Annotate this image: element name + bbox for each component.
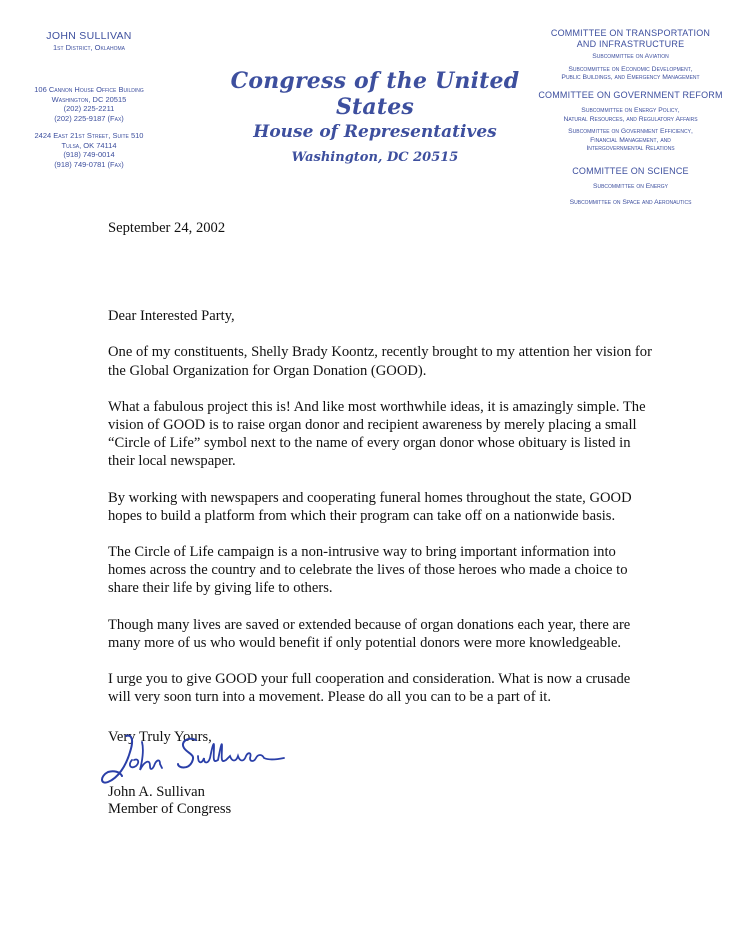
congress-header bbox=[200, 68, 550, 165]
congress-title: Congress of the United States bbox=[230, 68, 520, 120]
signer-title: Member of Congress bbox=[108, 801, 232, 817]
subcommittee-name: Subcommittee on Space and Aeronautics bbox=[569, 198, 692, 206]
letter-date: September 24, 2002 bbox=[108, 220, 226, 236]
paragraph: I urge you to give GOOD your full cooperation and consideration. What is now a crusade will very soon turn into a movement. Please do all you can to be a part of it. bbox=[108, 671, 631, 706]
subcommittee-name: Subcommittee on Energy Policy, bbox=[581, 107, 680, 114]
city-title: Washington, DC 20515 bbox=[291, 150, 459, 165]
member-name: JOHN SULLIVAN bbox=[46, 30, 132, 42]
subcommittee-name: Natural Resources, and Regulatory Affairs bbox=[563, 115, 698, 123]
member-district: 1st District, Oklahoma bbox=[53, 43, 125, 52]
subcommittee-name: Financial Management, and bbox=[590, 136, 671, 144]
paragraph: What a fabulous project this is! And like most worthwhile ideas, it is amazingly simple. The vision of GOOD is to raise organ donor and recipient awareness by merely placing a small “Circle of Life” symbol next to the name of every organ donor whose obituary is listed in their local newspaper. bbox=[108, 398, 646, 470]
member-letterhead bbox=[14, 30, 164, 169]
paragraph: One of my constituents, Shelly Brady Koontz, recently brought to my attention her vision for the Global Organization for Organ Donation (GOOD). bbox=[108, 344, 652, 379]
committee-name: COMMITTEE ON SCIENCE bbox=[572, 165, 689, 176]
subcommittee-name: Public Buildings, and Emergency Management bbox=[561, 74, 700, 81]
subcommittee-name: Subcommittee on Government Efficiency, bbox=[568, 128, 693, 135]
letter-body bbox=[108, 219, 653, 747]
tulsa-address-line2: Tulsa, OK 74114 bbox=[61, 140, 117, 150]
paragraph: By working with newspapers and cooperating funeral homes throughout the state, GOOD hopes to build a platform from which their program can take off on a nationwide basis. bbox=[108, 489, 632, 524]
tulsa-phone: (918) 749-0014 bbox=[63, 150, 115, 159]
subcommittee-name: Intergovernmental Relations bbox=[586, 145, 675, 152]
dc-address-line2: Washington, DC 20515 bbox=[51, 94, 127, 104]
salutation: Dear Interested Party, bbox=[108, 308, 235, 325]
tulsa-office-address bbox=[14, 131, 164, 169]
committee-name: AND INFRASTRUCTURE bbox=[576, 38, 685, 49]
dc-phone: (202) 225-2211 bbox=[63, 104, 115, 113]
dc-address-line1: 106 Cannon House Office Building bbox=[34, 85, 144, 94]
paragraph: The Circle of Life campaign is a non-intrusive way to bring important information into homes across the country and to celebrate the lives of those heroes who made a choice to share their life by giving life to others. bbox=[108, 544, 628, 597]
closing: Very Truly Yours, bbox=[108, 729, 212, 746]
dc-office-address bbox=[14, 85, 164, 123]
subcommittee-name: Subcommittee on Energy bbox=[592, 183, 669, 190]
subcommittee-name: Subcommittee on Aviation bbox=[592, 53, 669, 60]
house-title: House of Representatives bbox=[253, 122, 497, 142]
signer-name: John A. Sullivan bbox=[108, 784, 205, 800]
dc-fax: (202) 225-9187 (Fax) bbox=[54, 113, 124, 123]
committee-name: COMMITTEE ON GOVERNMENT REFORM bbox=[538, 89, 723, 100]
subcommittee-name: Subcommittee on Economic Development, bbox=[568, 65, 693, 73]
tulsa-address-line1: 2424 East 21st Street, Suite 510 bbox=[34, 131, 144, 140]
tulsa-fax: (918) 749-0781 (Fax) bbox=[54, 159, 124, 169]
paragraph: Though many lives are saved or extended because of organ donations each year, there are many more of us who would benefit if only potential donors were more knowledgeable. bbox=[108, 616, 631, 651]
committee-list bbox=[528, 28, 733, 207]
committee-name: COMMITTEE ON TRANSPORTATION bbox=[550, 28, 711, 38]
